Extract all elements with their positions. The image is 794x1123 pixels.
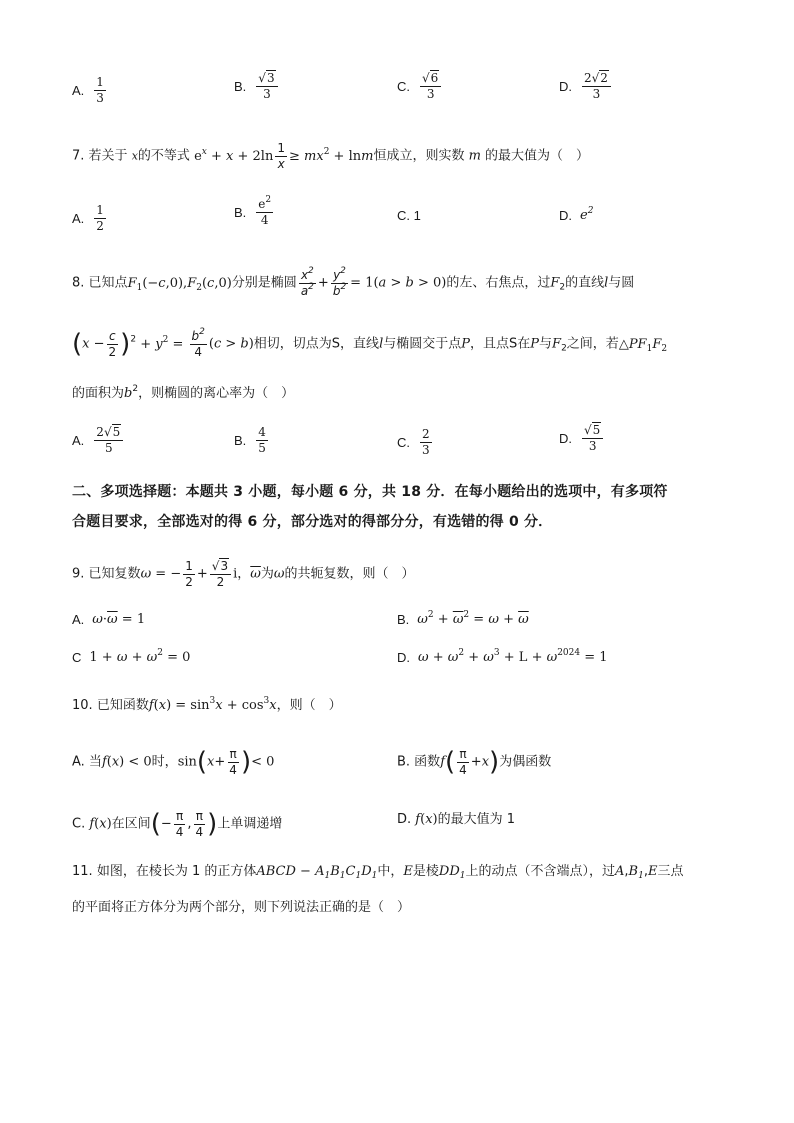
q9-option-a: A. $\omega\cdot\overline{\omega} = 1$ [72,612,146,627]
q7-option-c: C. 1 [397,208,421,223]
fraction: $\frac{\pi}{4}$ [195,809,204,839]
section-two-heading-line2: 合题目要求，全部选对的得 6 分，部分选对的得部分分，有选错的得 0 分． [72,514,553,530]
section-two-heading-line1: 二、多项选择题：本题共 3 小题，每小题 6 分，共 18 分．在每小题给出的选项中，有多项符 [72,484,668,500]
q8-stem-line2: (x − $\frac{c}{2}$ )$^2 + y^2$ = $\frac{b^2}{4}$ (c > b)相切，切点为S，直线l与椭圆交于点P，且点S在P与$F_2$之间，若$\triangle PF_1F_2$ [72,327,668,360]
fraction: $\frac{c}{2}$ [108,329,117,359]
fraction: $\frac{\pi}{4}$ [175,809,184,839]
fraction: $\frac{1}{x}$ [277,141,285,171]
q8-option-a: A. $\frac{2√5}{5}$ [72,426,125,454]
fraction: $\frac{e^2}{4}$ [258,195,272,227]
fraction: $\frac{\pi}{4}$ [229,747,237,777]
q7-option-d: D. $e^2$ [559,206,594,223]
q8-stem-line1: 8. 已知点$F_1(-c,0),F_2(c,0)$分别是椭圆 $\frac{x^2}{a^2}$ + $\frac{y^2}{b^2}$ = 1(a > b > 0)的左、右焦点，过$F_2$的直线l与圆 [72,266,635,298]
fraction: $\frac{y^2}{b^2}$ [332,266,347,298]
q6-option-d: D. $\frac{2√2}{3}$ [559,72,613,100]
fraction: $\frac{1}{2}$ [185,559,193,589]
fraction: $\frac{2}{3}$ [422,427,430,457]
fraction: $\frac{√5}{3}$ [582,424,603,452]
fraction: $\frac{2√2}{3}$ [582,72,611,100]
fraction: $\frac{1}{3}$ [96,75,104,105]
q11-stem-line2: 的平面将正方体分为两个部分，则下列说法正确的是（ ） [72,900,411,915]
q9-stem: 9. 已知复数ω = − $\frac{1}{2}$ + $\frac{√3}{2}$ i，$\overline{\omega}$为ω的共轭复数，则（ ） [72,559,415,589]
fraction: $\frac{√6}{3}$ [420,72,441,100]
fraction: $\frac{4}{5}$ [258,425,266,455]
fraction: $\frac{√3}{3}$ [256,72,277,100]
fraction: $\frac{b^2}{4}$ [191,327,205,359]
q7-option-a: A. $\frac{1}{2}$ [72,203,104,233]
q8-option-b: B. $\frac{4}{5}$ [234,425,266,455]
q9-option-c: C $1 + \omega + \omega^2 = 0$ [72,648,191,665]
q8-stem-line3: 的面积为$b^2$，则椭圆的离心率为（ ） [72,384,295,401]
q7-stem: 7. 若关于 x的不等式 $e^x + x + 2\ln$ $\frac{1}{x}$ ≥ $mx^2 + \ln m$恒成立，则实数 m 的最大值为（ ） [72,141,590,171]
fraction: $\frac{√3}{2}$ [210,560,231,588]
q10-stem: 10. 已知函数$f(x) = \sin^3x + \cos^3x$，则（ ） [72,696,342,713]
q10-option-a: A. 当f(x) < 0时，sin(x+ $\frac{\pi}{4}$ )< 0 [72,747,275,778]
q6-option-c: C. $\frac{√6}{3}$ [397,72,443,100]
fraction: $\frac{2√5}{5}$ [94,426,123,454]
q8-option-c: C. $\frac{2}{3}$ [397,427,430,457]
q8-option-d: D. $\frac{√5}{3}$ [559,424,605,452]
fraction: $\frac{1}{2}$ [96,203,104,233]
q10-option-b: B. 函数f( $\frac{\pi}{4}$ +x)为偶函数 [397,747,552,778]
q10-option-c: C. f(x)在区间(− $\frac{\pi}{4}$ , $\frac{\pi}{4}$ )上单调递增 [72,809,283,840]
q6-option-a: A. $\frac{1}{3}$ [72,75,104,105]
q11-stem-line1: 11. 如图，在棱长为 1 的正方体ABCD − $A_1B_1C_1D_1$中，E是棱$DD_1$上的动点（不含端点），过$A,B_1,E$三点 [72,864,684,881]
fraction: $\frac{x^2}{a^2}$ [300,266,314,298]
q7-option-b: B. $\frac{e^2}{4}$ [234,195,272,227]
q6-option-b: B. $\frac{√3}{3}$ [234,72,280,100]
fraction: $\frac{\pi}{4}$ [459,747,467,777]
q9-option-b: B. $\omega^2 + \overline{\omega}^2 = \omega + \overline{\omega}$ [397,610,529,627]
q9-option-d: D. $\omega + \omega^2 + \omega^3 + L + \omega^{2024} = 1$ [397,648,608,665]
q10-option-d: D. f(x)的最大值为 1 [397,812,516,827]
